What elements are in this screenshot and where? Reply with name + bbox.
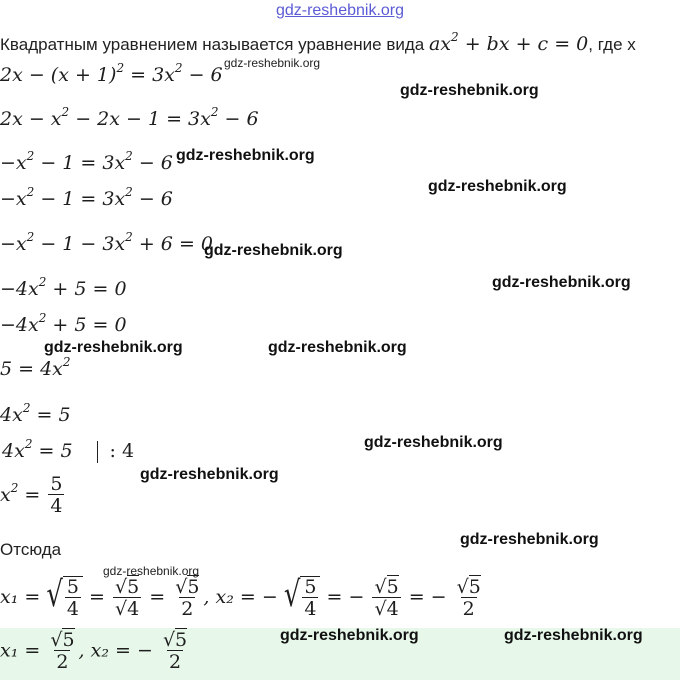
watermark-7: gdz-reshebnik.org — [268, 339, 407, 356]
watermark-2: gdz-reshebnik.org — [176, 147, 315, 164]
intro-text: Квадратным уравнением называется уравнение вида — [0, 35, 425, 54]
roots-final: x₁ = $\frac{√5}{2}$ , x₂ = − $\frac{√5}{2}$ — [0, 629, 188, 673]
divide-by-four: : 4 — [109, 440, 135, 462]
step-1: $2x - (x + 1)^2 = 3x^2 - 6$ — [0, 61, 223, 86]
watermark-small-1: gdz-reshebnik.org — [224, 56, 321, 70]
intro-formula: $ax^2$ + bx + c = 0 — [428, 30, 589, 55]
fraction-five-fourths — [48, 474, 64, 517]
watermark-5: gdz-reshebnik.org — [492, 274, 631, 291]
step-4: $-x^2 - 1 = 3x^2 - 6$ — [0, 185, 173, 210]
watermark-11: gdz-reshebnik.org — [280, 627, 419, 644]
watermark-3: gdz-reshebnik.org — [428, 178, 567, 195]
watermark-10: gdz-reshebnik.org — [460, 531, 599, 548]
watermark-12: gdz-reshebnik.org — [504, 627, 643, 644]
watermark-6: gdz-reshebnik.org — [44, 339, 183, 356]
site-watermark-top[interactable]: gdz-reshebnik.org — [275, 2, 405, 19]
step-8: $5 = 4x^2$ — [0, 355, 71, 380]
roots-expanded: x₁ = √ $\frac{5}{4}$ = $\frac{√5}{√4}$ = $\frac{√5}{2}$ , x₂ = − √ $\frac{5}{4}$ = − $\frac{√5}{√4}$ = − $\frac{√5}{2}$ — [0, 575, 481, 620]
step-11 — [0, 474, 66, 517]
frac-num: 5 — [50, 473, 63, 495]
step-10: $4x^2 = 5$ : 4 — [2, 437, 135, 462]
step-2: $2x - x^2 - 2x - 1 = 3x^2 - 6$ — [0, 105, 259, 130]
hence-label: Отсюда — [0, 540, 62, 559]
watermark-8: gdz-reshebnik.org — [364, 434, 503, 451]
step-6: $-4x^2 + 5 = 0$ — [0, 275, 127, 300]
step-9: $4x^2 = 5$ — [0, 401, 71, 426]
watermark-small-2: gdz-reshebnik.org — [103, 564, 200, 578]
step-5: $-x^2 - 1 - 3x^2 + 6 = 0$ — [0, 230, 213, 255]
divide-bar — [97, 441, 98, 463]
watermark-9: gdz-reshebnik.org — [140, 466, 279, 483]
watermark-4: gdz-reshebnik.org — [204, 242, 343, 259]
step-7: $-4x^2 + 5 = 0$ — [0, 311, 127, 336]
intro-line — [0, 30, 636, 55]
watermark-1: gdz-reshebnik.org — [400, 82, 539, 99]
frac-den: 4 — [50, 495, 63, 517]
step-3: $-x^2 - 1 = 3x^2 - 6$ — [0, 149, 173, 174]
intro-tail: , где x — [588, 35, 636, 54]
x-squared-eq: $x^2$ = — [0, 480, 41, 506]
